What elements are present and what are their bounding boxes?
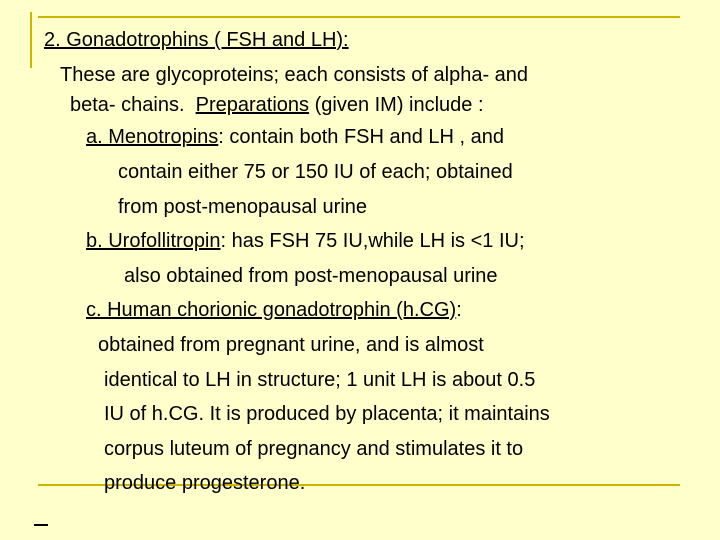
item-a-line-2 xyxy=(118,160,513,184)
item-c-label: c. Human chorionic gonadotrophin (h.CG) xyxy=(86,299,457,321)
item-c-text-6: produce progesterone. xyxy=(104,472,306,494)
item-a-text-3: from post-menopausal urine xyxy=(118,196,368,218)
intro-text-2-prefix: beta- chains. xyxy=(70,94,196,116)
heading xyxy=(44,28,349,52)
item-a-line-1 xyxy=(86,125,504,149)
intro-line-2 xyxy=(70,93,484,117)
item-c-line-4 xyxy=(104,402,550,426)
item-b-line-2 xyxy=(124,264,498,288)
item-c-rest: : xyxy=(456,299,462,321)
item-c-line-1 xyxy=(86,298,462,322)
left-rule xyxy=(30,12,32,68)
item-c-line-5 xyxy=(104,437,523,461)
item-c-text-5: corpus luteum of pregnancy and stimulates it to xyxy=(104,438,524,460)
preparations-term: Preparations xyxy=(195,94,310,116)
item-c-text-3: identical to LH in structure; 1 unit LH is about 0.5 xyxy=(104,369,536,391)
intro-line-1 xyxy=(60,63,528,87)
item-b-text-2: also obtained from post-menopausal urine xyxy=(124,265,498,287)
item-a-label: a. Menotropins xyxy=(86,126,219,148)
item-c-line-3 xyxy=(104,368,535,392)
item-b-line-1 xyxy=(86,229,525,253)
bottom-left-dash xyxy=(34,524,48,526)
item-c-line-2 xyxy=(98,333,484,357)
item-a-line-3 xyxy=(118,195,367,219)
item-c-line-6 xyxy=(104,471,305,495)
item-b-rest: : has FSH 75 IU,while LH is <1 IU; xyxy=(220,230,525,252)
item-c-text-2: obtained from pregnant urine, and is almost xyxy=(98,334,484,356)
heading-text: 2. Gonadotrophins ( FSH and LH): xyxy=(44,29,349,51)
item-b-label: b. Urofollitropin xyxy=(86,230,221,252)
top-rule xyxy=(38,16,680,18)
item-c-text-4: IU of h.CG. It is produced by placenta; it maintains xyxy=(104,403,550,425)
item-a-rest: : contain both FSH and LH , and xyxy=(218,126,505,148)
intro-text-2-suffix: (given IM) include : xyxy=(309,94,484,116)
item-a-text-2: contain either 75 or 150 IU of each; obtained xyxy=(118,161,513,183)
intro-text-1: These are glycoproteins; each consists of alpha- and xyxy=(60,64,529,86)
